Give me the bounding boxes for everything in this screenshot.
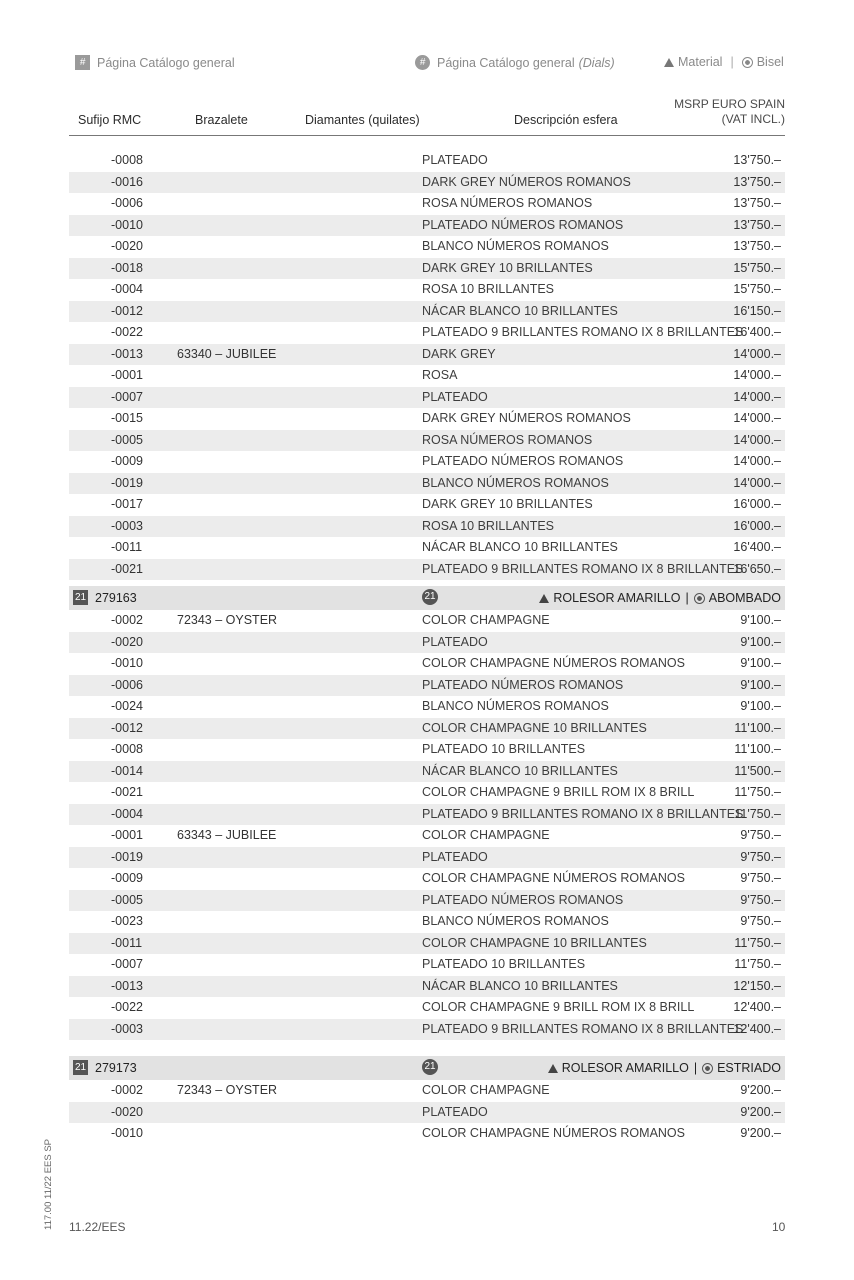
bezel-icon xyxy=(742,57,753,68)
section-material: ROLESOR AMARILLO xyxy=(553,591,681,605)
cell-suffix: -0010 xyxy=(111,217,143,232)
cell-suffix: -0004 xyxy=(111,806,143,821)
cell-price: 16'000.– xyxy=(733,518,781,533)
table-row xyxy=(69,825,785,847)
cell-suffix: -0019 xyxy=(111,475,143,490)
dials-page-icon: # xyxy=(415,55,430,70)
cell-suffix: -0023 xyxy=(111,914,143,928)
cell-suffix: -0006 xyxy=(111,677,143,692)
table-row xyxy=(69,1080,785,1102)
material-icon xyxy=(539,594,549,603)
cell-suffix: -0013 xyxy=(111,978,143,993)
cell-price: 15'750.– xyxy=(733,282,781,296)
section-material-bezel xyxy=(539,591,781,605)
cell-dial-description: PLATEADO 9 BRILLANTES ROMANO IX 8 BRILLANTES xyxy=(422,325,744,339)
cell-suffix: -0011 xyxy=(111,540,143,554)
cell-price: 9'100.– xyxy=(740,613,781,627)
cell-price: 14'000.– xyxy=(733,346,781,361)
section-dial-page-badge: 21 xyxy=(422,1059,438,1075)
cell-suffix: -0007 xyxy=(111,957,143,971)
table-row xyxy=(69,408,785,430)
table-row xyxy=(69,976,785,998)
cell-dial-description: COLOR CHAMPAGNE xyxy=(422,1083,550,1097)
table-row xyxy=(69,847,785,869)
table-row xyxy=(69,868,785,890)
table-row xyxy=(69,451,785,473)
cell-dial-description: PLATEADO xyxy=(422,1104,488,1119)
page-number: 10 xyxy=(772,1220,786,1234)
cell-suffix: -0005 xyxy=(111,432,143,447)
table-row xyxy=(69,610,785,632)
cell-price: 16'400.– xyxy=(733,325,781,339)
cell-dial-description: PLATEADO NÚMEROS ROMANOS xyxy=(422,217,624,232)
legend-material-label: Material xyxy=(678,55,723,69)
section-material: ROLESOR AMARILLO xyxy=(561,1061,689,1075)
cell-price: 11'750.– xyxy=(734,935,781,950)
cell-dial-description: PLATEADO xyxy=(422,389,488,404)
header-price xyxy=(674,97,785,127)
cell-dial-description: BLANCO NÚMEROS ROMANOS xyxy=(422,239,609,253)
cell-price: 12'150.– xyxy=(733,978,781,993)
legend-bezel-label: Bisel xyxy=(756,55,784,69)
table-row xyxy=(69,675,785,697)
rows-group-a xyxy=(69,150,785,580)
table-row xyxy=(69,344,785,366)
cell-price: 14'000.– xyxy=(733,368,781,382)
cell-suffix: -0002 xyxy=(111,1083,143,1097)
cell-price: 16'650.– xyxy=(733,561,781,576)
cell-price: 11'750.– xyxy=(734,957,781,971)
cell-suffix: -0003 xyxy=(111,1021,143,1036)
cell-dial-description: BLANCO NÚMEROS ROMANOS xyxy=(422,699,609,713)
table-row xyxy=(69,804,785,826)
cell-dial-description: COLOR CHAMPAGNE 10 BRILLANTES xyxy=(422,720,647,735)
header-sufijo: Sufijo RMC xyxy=(78,113,142,127)
table-row xyxy=(69,559,785,581)
cell-dial-description: ROSA 10 BRILLANTES xyxy=(422,518,555,533)
cell-suffix: -0013 xyxy=(111,346,143,361)
cell-suffix: -0009 xyxy=(111,454,143,468)
cell-suffix: -0004 xyxy=(111,282,143,296)
table-row xyxy=(69,933,785,955)
header-descripcion: Descripción esfera xyxy=(514,113,618,127)
cell-price: 9'750.– xyxy=(740,871,781,885)
cell-suffix: -0017 xyxy=(111,497,143,511)
cell-price: 9'100.– xyxy=(740,699,781,713)
cell-suffix: -0003 xyxy=(111,518,143,533)
cell-dial-description: COLOR CHAMPAGNE NÚMEROS ROMANOS xyxy=(422,656,685,670)
legend-catalog-page-label: Página Catálogo general xyxy=(97,55,235,70)
cell-suffix: -0019 xyxy=(111,849,143,864)
table-row xyxy=(69,782,785,804)
cell-dial-description: PLATEADO xyxy=(422,153,488,167)
table-row xyxy=(69,1102,785,1124)
table-row xyxy=(69,1123,785,1145)
legend-separator: | xyxy=(730,55,734,69)
legend-dials-suffix: (Dials) xyxy=(578,55,615,70)
table-row xyxy=(69,473,785,495)
cell-dial-description: COLOR CHAMPAGNE xyxy=(422,828,550,842)
cell-dial-description: COLOR CHAMPAGNE NÚMEROS ROMANOS xyxy=(422,1126,685,1140)
table-row xyxy=(69,1019,785,1041)
cell-bracelet: 72343 – OYSTER xyxy=(177,613,278,627)
cell-dial-description: DARK GREY xyxy=(422,346,496,361)
cell-suffix: -0005 xyxy=(111,892,143,907)
cell-suffix: -0021 xyxy=(111,561,143,576)
cell-price: 13'750.– xyxy=(733,153,781,167)
cell-suffix: -0021 xyxy=(111,785,143,799)
cell-dial-description: ROSA xyxy=(422,368,458,382)
cell-dial-description: PLATEADO NÚMEROS ROMANOS xyxy=(422,892,624,907)
table-row xyxy=(69,150,785,172)
footer-edition: 11.22/EES xyxy=(69,1220,126,1234)
table-row xyxy=(69,890,785,912)
cell-dial-description: PLATEADO NÚMEROS ROMANOS xyxy=(422,677,624,692)
cell-price: 12'400.– xyxy=(733,1021,781,1036)
table-row xyxy=(69,301,785,323)
cell-price: 14'000.– xyxy=(733,454,781,468)
catalog-page-icon: # xyxy=(75,55,90,70)
table-row xyxy=(69,653,785,675)
cell-bracelet: 72343 – OYSTER xyxy=(177,1083,278,1097)
cell-price: 9'100.– xyxy=(740,677,781,692)
section-model: 279173 xyxy=(95,1061,137,1075)
cell-suffix: -0016 xyxy=(111,174,143,189)
table-row xyxy=(69,632,785,654)
cell-price: 9'200.– xyxy=(740,1083,781,1097)
section-header-279173 xyxy=(69,1056,785,1080)
cell-dial-description: ROSA NÚMEROS ROMANOS xyxy=(422,196,593,210)
table-row xyxy=(69,193,785,215)
table-row xyxy=(69,215,785,237)
cell-price: 11'100.– xyxy=(734,742,781,756)
section-model: 279163 xyxy=(95,591,137,605)
cell-dial-description: COLOR CHAMPAGNE 9 BRILL ROM IX 8 BRILL xyxy=(422,1000,695,1014)
cell-price: 9'200.– xyxy=(740,1104,781,1119)
cell-price: 13'750.– xyxy=(733,174,781,189)
cell-suffix: -0012 xyxy=(111,303,143,318)
table-row xyxy=(69,365,785,387)
table-row xyxy=(69,236,785,258)
cell-price: 9'100.– xyxy=(740,656,781,670)
cell-price: 9'750.– xyxy=(740,914,781,928)
cell-suffix: -0010 xyxy=(111,656,143,670)
cell-dial-description: DARK GREY NÚMEROS ROMANOS xyxy=(422,411,631,425)
table-row xyxy=(69,258,785,280)
bezel-icon xyxy=(702,1063,713,1074)
cell-price: 9'200.– xyxy=(740,1126,781,1140)
cell-suffix: -0001 xyxy=(111,828,143,842)
table-row xyxy=(69,516,785,538)
cell-suffix: -0024 xyxy=(111,699,143,713)
table-row xyxy=(69,761,785,783)
table-row xyxy=(69,954,785,976)
cell-price: 15'750.– xyxy=(733,260,781,275)
cell-suffix: -0009 xyxy=(111,871,143,885)
header-price-line1: MSRP EURO SPAIN xyxy=(674,97,785,111)
cell-dial-description: BLANCO NÚMEROS ROMANOS xyxy=(422,914,609,928)
cell-price: 16'400.– xyxy=(733,540,781,554)
cell-price: 13'750.– xyxy=(733,196,781,210)
header-price-line2: (VAT INCL.) xyxy=(721,112,785,126)
price-table xyxy=(69,150,785,1145)
cell-price: 9'750.– xyxy=(740,849,781,864)
cell-suffix: -0022 xyxy=(111,1000,143,1014)
table-row xyxy=(69,739,785,761)
cell-suffix: -0010 xyxy=(111,1126,143,1140)
cell-bracelet: 63343 – JUBILEE xyxy=(177,828,277,842)
cell-suffix: -0007 xyxy=(111,389,143,404)
cell-suffix: -0002 xyxy=(111,613,143,627)
material-icon xyxy=(548,1064,558,1073)
cell-dial-description: NÁCAR BLANCO 10 BRILLANTES xyxy=(422,763,618,778)
cell-price: 13'750.– xyxy=(733,239,781,253)
cell-suffix: -0020 xyxy=(111,1104,143,1119)
table-row xyxy=(69,172,785,194)
legend-dials-page xyxy=(415,55,615,70)
section-bezel: ABOMBADO xyxy=(708,591,781,605)
cell-price: 14'000.– xyxy=(733,411,781,425)
cell-suffix: -0008 xyxy=(111,742,143,756)
section-separator: | xyxy=(693,1061,698,1075)
cell-suffix: -0020 xyxy=(111,634,143,649)
cell-suffix: -0018 xyxy=(111,260,143,275)
cell-suffix: -0022 xyxy=(111,325,143,339)
header-brazalete: Brazalete xyxy=(195,113,248,127)
table-row xyxy=(69,494,785,516)
cell-dial-description: ROSA 10 BRILLANTES xyxy=(422,282,555,296)
legend-dials-page-label: Página Catálogo general xyxy=(437,55,575,70)
section-bezel: ESTRIADO xyxy=(717,1061,781,1075)
cell-suffix: -0020 xyxy=(111,239,143,253)
cell-price: 9'750.– xyxy=(740,828,781,842)
legend-catalog-page xyxy=(75,55,235,70)
table-row xyxy=(69,997,785,1019)
vertical-code: 117.00 11/22 EES SP xyxy=(43,1138,54,1230)
cell-dial-description: COLOR CHAMPAGNE 9 BRILL ROM IX 8 BRILL xyxy=(422,785,695,799)
table-row xyxy=(69,537,785,559)
cell-dial-description: PLATEADO xyxy=(422,849,488,864)
cell-dial-description: DARK GREY 10 BRILLANTES xyxy=(422,497,593,511)
cell-price: 16'150.– xyxy=(733,303,781,318)
material-icon xyxy=(664,58,674,67)
table-header xyxy=(69,92,785,136)
cell-dial-description: PLATEADO 9 BRILLANTES ROMANO IX 8 BRILLANTES xyxy=(422,561,744,576)
section-dial-page-badge: 21 xyxy=(422,589,438,605)
cell-dial-description: PLATEADO NÚMEROS ROMANOS xyxy=(422,454,624,468)
cell-dial-description: COLOR CHAMPAGNE 10 BRILLANTES xyxy=(422,935,647,950)
cell-price: 11'750.– xyxy=(734,806,781,821)
cell-dial-description: NÁCAR BLANCO 10 BRILLANTES xyxy=(422,540,618,554)
cell-suffix: -0012 xyxy=(111,720,143,735)
cell-dial-description: COLOR CHAMPAGNE xyxy=(422,613,550,627)
cell-dial-description: PLATEADO 9 BRILLANTES ROMANO IX 8 BRILLANTES xyxy=(422,806,744,821)
header-diamantes: Diamantes (quilates) xyxy=(305,113,420,127)
cell-price: 9'750.– xyxy=(740,892,781,907)
cell-dial-description: NÁCAR BLANCO 10 BRILLANTES xyxy=(422,978,618,993)
cell-price: 9'100.– xyxy=(740,634,781,649)
cell-suffix: -0006 xyxy=(111,196,143,210)
section-header-279163 xyxy=(69,586,785,610)
section-material-bezel xyxy=(548,1061,781,1075)
legend-material-bezel xyxy=(664,55,784,69)
table-row xyxy=(69,696,785,718)
table-row xyxy=(69,718,785,740)
cell-suffix: -0001 xyxy=(111,368,143,382)
section-separator: | xyxy=(685,591,689,605)
cell-suffix: -0008 xyxy=(111,153,143,167)
rows-group-b xyxy=(69,610,785,1040)
cell-price: 11'100.– xyxy=(734,720,781,735)
cell-suffix: -0015 xyxy=(111,411,143,425)
cell-price: 11'500.– xyxy=(734,763,781,778)
cell-dial-description: PLATEADO xyxy=(422,634,488,649)
section-page-badge: 21 xyxy=(74,592,87,603)
cell-price: 12'400.– xyxy=(733,1000,781,1014)
table-row xyxy=(69,322,785,344)
cell-price: 14'000.– xyxy=(733,432,781,447)
cell-dial-description: PLATEADO 10 BRILLANTES xyxy=(422,742,586,756)
cell-dial-description: NÁCAR BLANCO 10 BRILLANTES xyxy=(422,303,618,318)
cell-dial-description: PLATEADO 9 BRILLANTES ROMANO IX 8 BRILLANTES xyxy=(422,1021,744,1036)
section-page-badge: 21 xyxy=(74,1062,87,1073)
cell-dial-description: ROSA NÚMEROS ROMANOS xyxy=(422,432,593,447)
cell-dial-description: DARK GREY NÚMEROS ROMANOS xyxy=(422,174,631,189)
cell-dial-description: DARK GREY 10 BRILLANTES xyxy=(422,260,593,275)
cell-dial-description: BLANCO NÚMEROS ROMANOS xyxy=(422,475,609,490)
cell-price: 11'750.– xyxy=(734,785,781,799)
cell-price: 14'000.– xyxy=(733,389,781,404)
cell-price: 16'000.– xyxy=(733,497,781,511)
table-row xyxy=(69,279,785,301)
cell-price: 14'000.– xyxy=(733,475,781,490)
table-row xyxy=(69,911,785,933)
table-row xyxy=(69,430,785,452)
cell-suffix: -0014 xyxy=(111,763,143,778)
cell-bracelet: 63340 – JUBILEE xyxy=(177,346,277,361)
table-row xyxy=(69,387,785,409)
cell-price: 13'750.– xyxy=(733,217,781,232)
rows-group-c xyxy=(69,1080,785,1145)
cell-dial-description: COLOR CHAMPAGNE NÚMEROS ROMANOS xyxy=(422,871,685,885)
cell-dial-description: PLATEADO 10 BRILLANTES xyxy=(422,957,586,971)
bezel-icon xyxy=(694,593,705,604)
cell-suffix: -0011 xyxy=(111,935,143,950)
